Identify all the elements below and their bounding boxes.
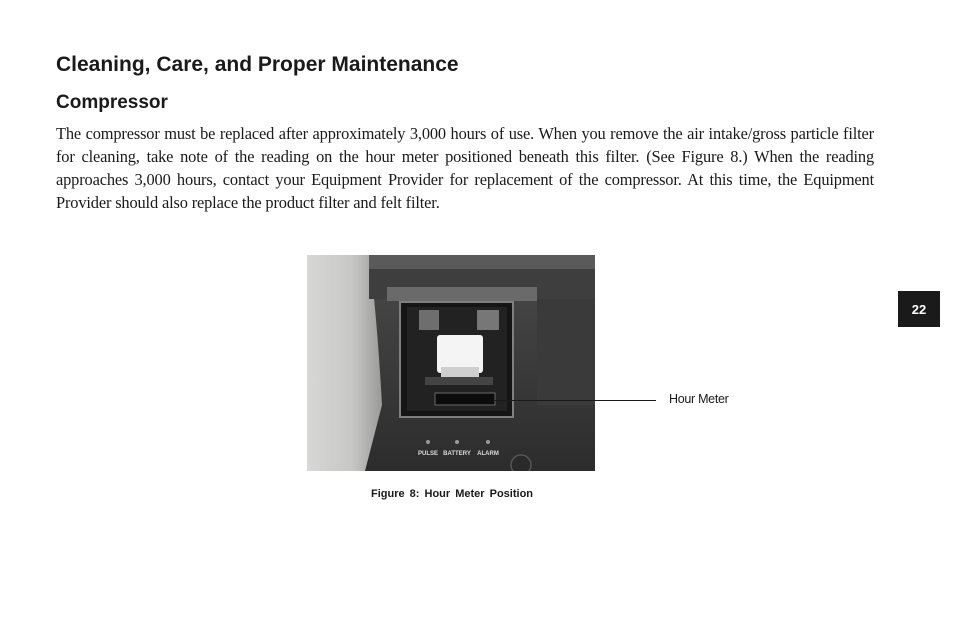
battery-label: BATTERY bbox=[443, 451, 471, 457]
figure-caption: Figure 8: Hour Meter Position bbox=[371, 488, 534, 500]
hour-meter-photo bbox=[307, 255, 595, 471]
pulse-label: PULSE bbox=[417, 451, 439, 457]
alarm-label: ALARM bbox=[477, 451, 499, 457]
section-heading: Cleaning, Care, and Proper Maintenance bbox=[56, 53, 459, 76]
page-number-tab: 22 bbox=[898, 291, 940, 327]
body-paragraph: The compressor must be replaced after approximately 3,000 hours of use. When you remove the air intake/gross particle filter for cleaning, take note of the reading on the hour meter positioned beneath this filter. (See Figure 8.) When the reading approaches 3,000 hours, contact your Equipment Provider for replacement of the compressor. At this time, the Equipment Provider should also replace the product filter and felt filter. bbox=[56, 124, 874, 212]
hour-meter-callout: Hour Meter bbox=[669, 392, 729, 406]
callout-leader-line bbox=[493, 400, 656, 401]
subsection-heading: Compressor bbox=[56, 92, 168, 113]
